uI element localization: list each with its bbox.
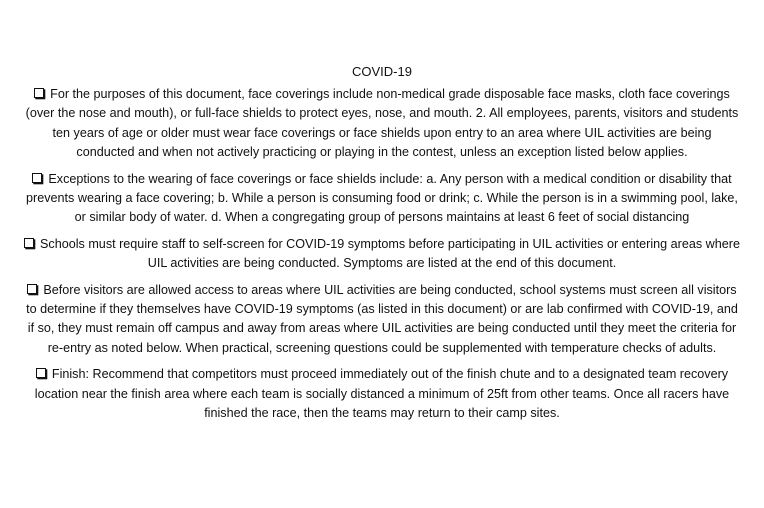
- checkbox-icon: [24, 238, 34, 248]
- checkbox-icon: [32, 173, 42, 183]
- paragraph-text: Before visitors are allowed access to areas where UIL activities are being conducted, school systems must screen all visitors to determine if they themselves have COVID-19 symptoms (as listed in this document) or are lab confirmed with COVID-19, and if so, they must remain off campus and away from areas where UIL activities are being conducted until they meet the criteria for re-entry as noted below. When practical, screening questions could be supplemented with temperature checks of adults.: [26, 282, 738, 355]
- paragraph-text: For the purposes of this document, face coverings include non-medical grade disposable face masks, cloth face coverings (over the nose and mouth), or full-face shields to protect eyes, nose, and mouth. 2. All employees, parents, visitors and students ten years of age or older must wear face coverings or face shields upon entry to an area where UIL activities are being conducted and when not actively practicing or playing in the contest, unless an exception listed below applies.: [25, 87, 739, 160]
- paragraph-finish: [22, 365, 742, 423]
- paragraph-text: Finish: Recommend that competitors must proceed immediately out of the finish chute and to a designated team recovery location near the finish area where each team is socially distanced a minimum of 25ft from other teams. Once all racers have finished the race, then the teams may return to their camp sites.: [34, 367, 730, 421]
- document-title: COVID-19: [352, 64, 412, 79]
- paragraph-text: Exceptions to the wearing of face coverings or face shields include: a. Any person with a medical condition or disability that prevents wearing a face covering; b. While a person is consuming food or drink; c. While the person is in a swimming pool, lake, or similar body of water. d. When a congregating group of persons maintains at least 6 feet of social distancing: [26, 171, 738, 225]
- paragraph-exceptions: [22, 170, 742, 228]
- paragraph-face-coverings: [22, 85, 742, 163]
- checkbox-icon: [27, 284, 37, 294]
- checkbox-icon: [36, 368, 46, 378]
- checkbox-icon: [34, 88, 44, 98]
- paragraph-staff-screening: [22, 235, 742, 274]
- paragraph-text: Schools must require staff to self-screen for COVID-19 symptoms before participating in UIL activities or entering areas where UIL activities are being conducted. Symptoms are listed at the end of this document.: [40, 236, 740, 271]
- paragraph-visitor-screening: [22, 281, 742, 359]
